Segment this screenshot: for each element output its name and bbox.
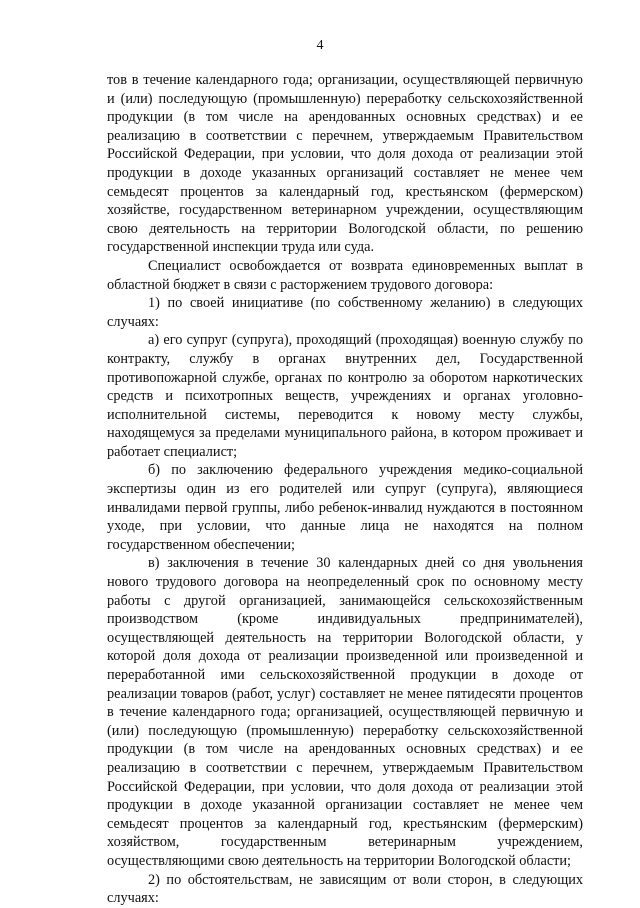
paragraph-subitem-a: а) его супруг (супруга), проходящий (проходящая) военную службу по контракту, службу в органах внутренних дел, Государственной противопожарной службе, органах по контролю за оборотом наркотических средств и психотропных веществ, учреждениях и органах уголовно-исполнительной системы, переводится к новому месту службы, находящемуся за пределами муниципального района, в котором проживает и работает специалист; (107, 332, 583, 460)
paragraph-subitem-v: в) заключения в течение 30 календарных дней со дня увольнения нового трудового договора на неопределенный срок по основному месту работы с другой организацией, занимающейся сельскохозяйственным производством (кроме индивидуальных предпринимателей), осуществляющей деятельность на территории Вологодской области, у которой доля дохода от реализации произведенной или произведенной и переработанной ими сельскохозяйственной продукции в доходе от реализации товаров (работ, услуг) составляет не менее пятидесяти процентов в течение календарного года; организацией, осуществляющей первичную и (или) последующую (промышленную) переработку сельскохозяйственной продукции (в том числе на арендованных основных средствах) и ее реализацию в соответствии с перечнем, утверждаемым Правительством Российской Федерации, при условии, что доля дохода от реализации этой продукции в доходе указанной организации составляет не менее чем семьдесят процентов за календарный год, крестьянским (фермерским) хозяйством, государственным ветеринарным учреждением, осуществляющими свою деятельность на территории Вологодской области; (107, 555, 583, 869)
page-number: 4 (316, 38, 324, 53)
paragraph-subitem-b: б) по заключению федерального учреждения медико-социальной экспертизы один из его родителей или супруг (супруга), являющиеся инвалидами первой группы, либо ребенок-инвалид нуждаются в постоянном уходе, при условии, что данные лица не находятся на полном государственном обеспечении; (107, 462, 583, 553)
paragraph-exemption-intro: Специалист освобождается от возврата единовременных выплат в областной бюджет в связи с расторжением трудового договора: (107, 257, 583, 293)
document-body (107, 71, 583, 908)
paragraph-continuation: тов в течение календарного года; организации, осуществляющей первичную и (или) последующую (промышленную) переработку сельскохозяйственной продукции (в том числе на арендованных основных средствах) и ее реализацию в соответствии с перечнем, утверждаемым Правительством Российской Федерации, при условии, что доля дохода от реализации этой продукции в доходе указанных организаций составляет не менее чем семьдесят процентов за календарный год, крестьянском (фермерском) хозяйстве, государственном ветеринарном учреждении, осуществляющим свою деятельность на территории Вологодской области, по решению государственной инспекции труда или суда. (107, 72, 583, 256)
paragraph-item-2: 2) по обстоятельствам, не зависящим от воли сторон, в следующих случаях: (107, 871, 583, 907)
paragraph-item-1: 1) по своей инициативе (по собственному желанию) в следующих случаях: (107, 295, 583, 330)
